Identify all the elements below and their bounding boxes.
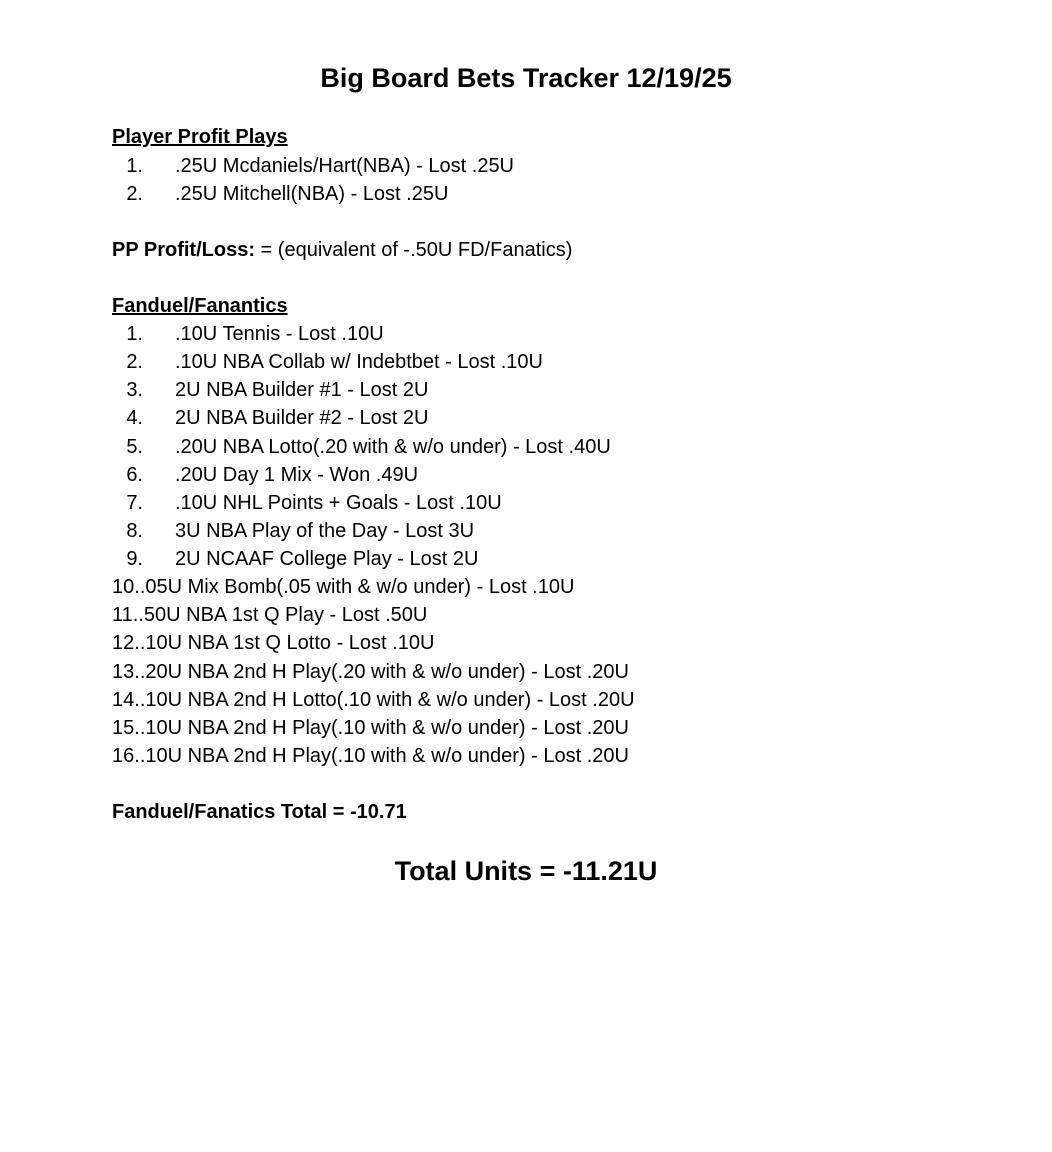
list-item bbox=[112, 601, 635, 629]
list-item-text: 2U NBA Builder #2 - Lost 2U bbox=[175, 407, 429, 430]
player-profit-list bbox=[112, 152, 514, 208]
list-item bbox=[112, 686, 635, 714]
list-item-number: 2. bbox=[126, 183, 143, 206]
page-title: Big Board Bets Tracker 12/19/25 bbox=[320, 63, 732, 93]
list-item-text: 3U NBA Play of the Day - Lost 3U bbox=[175, 519, 475, 542]
list-item bbox=[112, 180, 514, 208]
list-item-gap bbox=[143, 152, 175, 180]
list-item-text: .10U NBA 2nd H Lotto(.10 with & w/o under) - Lost .20U bbox=[139, 688, 635, 711]
list-item-gap bbox=[143, 545, 175, 573]
grand-total: Total Units = -11.21U bbox=[394, 856, 658, 886]
list-item-text: 2U NBA Builder #1 - Lost 2U bbox=[175, 379, 429, 402]
list-item bbox=[112, 658, 635, 686]
list-item bbox=[112, 404, 635, 432]
list-item bbox=[112, 320, 635, 348]
player-profit-heading: Player Profit Plays bbox=[112, 126, 288, 148]
fanduel-list bbox=[112, 320, 635, 770]
pp-profit-loss-label: PP Profit/Loss: bbox=[112, 239, 255, 261]
list-item-number: 4. bbox=[126, 407, 143, 430]
list-item-number: 2. bbox=[126, 351, 143, 374]
pp-profit-loss-line bbox=[112, 236, 572, 264]
list-item-number: 11. bbox=[112, 604, 139, 627]
list-item-text: .10U NHL Points + Goals - Lost .10U bbox=[175, 491, 502, 514]
list-item-number: 5. bbox=[126, 435, 143, 458]
list-item-text: .10U Tennis - Lost .10U bbox=[175, 323, 384, 345]
list-item-text: 2U NCAAF College Play - Lost 2U bbox=[175, 548, 479, 570]
list-item-gap bbox=[143, 180, 175, 208]
pp-profit-loss-value: = (equivalent of -.50U FD/Fanatics) bbox=[255, 239, 573, 261]
list-item bbox=[112, 545, 635, 573]
list-item-text: .10U NBA 2nd H Play(.10 with & w/o under) - Lost .20U bbox=[139, 716, 629, 739]
list-item-gap bbox=[143, 348, 175, 376]
fanduel-heading: Fanduel/Fanantics bbox=[112, 295, 288, 317]
fanduel-total bbox=[112, 798, 407, 826]
list-item-number: 8. bbox=[126, 519, 143, 542]
list-item bbox=[112, 629, 635, 657]
list-item bbox=[112, 152, 514, 180]
list-item-text: .25U Mitchell(NBA) - Lost .25U bbox=[175, 183, 449, 206]
list-item bbox=[112, 517, 635, 545]
list-item bbox=[112, 573, 635, 601]
list-item-number: 15. bbox=[112, 716, 140, 739]
list-item-number: 1. bbox=[126, 155, 143, 177]
list-item-gap bbox=[143, 461, 175, 489]
list-item-number: 3. bbox=[126, 379, 143, 402]
list-item-number: 7. bbox=[126, 491, 143, 514]
list-item-number: 6. bbox=[126, 463, 143, 486]
list-item bbox=[112, 376, 635, 404]
list-item-text: .20U NBA Lotto(.20 with & w/o under) - Lost .40U bbox=[175, 435, 611, 458]
list-item-number: 9. bbox=[126, 548, 143, 570]
list-item bbox=[112, 489, 635, 517]
list-item-gap bbox=[143, 433, 175, 461]
list-item bbox=[112, 348, 635, 376]
list-item-number: 12. bbox=[112, 632, 140, 655]
list-item-text: .10U NBA 2nd H Play(.10 with & w/o under) - Lost .20U bbox=[139, 744, 629, 767]
list-item-gap bbox=[143, 320, 175, 348]
list-item-text: .05U Mix Bomb(.05 with & w/o under) - Lost .10U bbox=[139, 576, 575, 599]
list-item-number: 1. bbox=[126, 323, 143, 345]
list-item-text: .10U NBA 1st Q Lotto - Lost .10U bbox=[139, 632, 435, 655]
list-item-gap bbox=[143, 376, 175, 404]
list-item-text: .20U Day 1 Mix - Won .49U bbox=[175, 463, 419, 486]
list-item-text: .50U NBA 1st Q Play - Lost .50U bbox=[138, 604, 428, 627]
list-item-number: 16. bbox=[112, 744, 140, 767]
list-item-text: .25U Mcdaniels/Hart(NBA) - Lost .25U bbox=[175, 155, 515, 177]
list-item-number: 10. bbox=[112, 576, 140, 599]
list-item-number: 13. bbox=[112, 660, 140, 683]
fanduel-total-text: Fanduel/Fanatics Total = -10.71 bbox=[112, 801, 407, 823]
list-item bbox=[112, 461, 635, 489]
list-item-gap bbox=[143, 489, 175, 517]
list-item-text: .10U NBA Collab w/ Indebtbet - Lost .10U bbox=[175, 351, 543, 374]
list-item bbox=[112, 742, 635, 770]
list-item-text: .20U NBA 2nd H Play(.20 with & w/o under) - Lost .20U bbox=[139, 660, 629, 683]
list-item bbox=[112, 433, 635, 461]
list-item-gap bbox=[143, 517, 175, 545]
list-item bbox=[112, 714, 635, 742]
list-item-gap bbox=[143, 404, 175, 432]
list-item-number: 14. bbox=[112, 688, 140, 711]
